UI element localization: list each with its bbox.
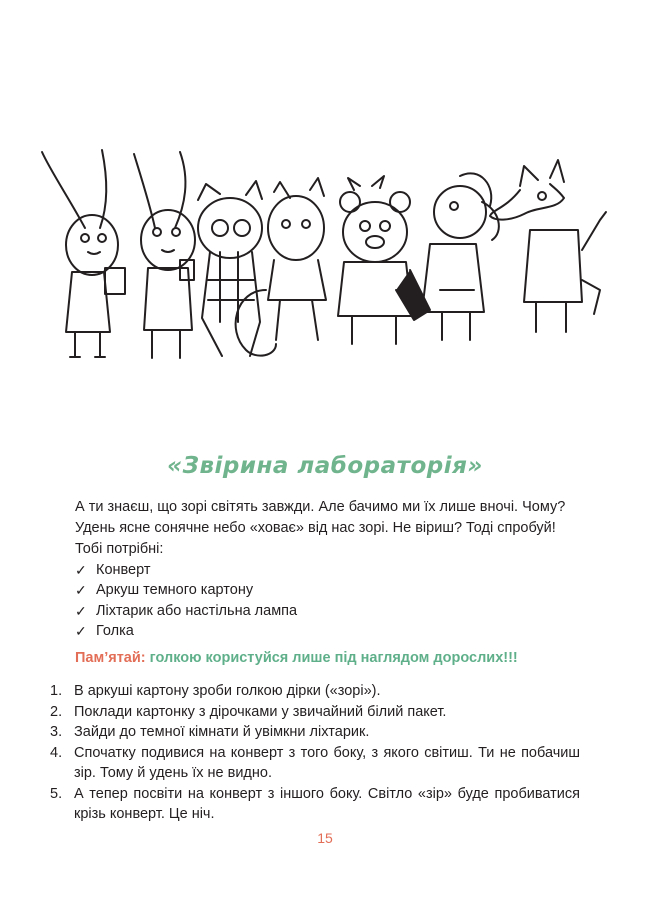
step-text: Спочатку подивися на конверт з того боку, з якого світиш. Ти не побачиш зір. Тому й удень їх не видно. [74, 744, 580, 781]
intro-line: Тобі потрібні: [75, 541, 164, 557]
step-item [50, 743, 580, 784]
intro-line: А ти знаєш, що зорі світять завжди. Але бачимо ми їх лише вночі. Чому? [75, 499, 566, 515]
animal-friends-illustration [30, 140, 610, 370]
step-text: А тепер посвіти на конверт з іншого боку. Світло «зір» буде пробиватися крізь конверт. Це ніч. [74, 785, 580, 822]
checklist-item [75, 560, 595, 581]
checklist-item [75, 622, 595, 643]
page-title: «Звірина лабораторія» [167, 453, 483, 479]
checkmark-icon: ✓ [75, 582, 87, 599]
instruction-steps [50, 681, 580, 825]
step-number: 3. [50, 724, 63, 740]
page-number: 15 [317, 830, 333, 846]
safety-note [75, 650, 518, 666]
step-item [50, 784, 580, 825]
puppy-icon [422, 173, 499, 340]
checkmark-icon: ✓ [75, 561, 87, 578]
materials-checklist [75, 560, 595, 642]
step-item [50, 702, 580, 723]
rabbit-icon [42, 150, 125, 357]
checklist-item-label: Аркуш темного картону [96, 582, 254, 599]
step-text: Поклади картонку з дірочками у звичайний білий пакет. [74, 703, 447, 720]
step-number: 5. [50, 785, 63, 802]
safety-note-text: голкою користуйся лише під наглядом дорослих!!! [149, 650, 518, 666]
rabbit-icon [134, 152, 195, 358]
checklist-item [75, 601, 595, 622]
step-item [50, 722, 580, 743]
step-text: В аркуші картону зроби голкою дірки («зорі»). [74, 683, 381, 699]
checklist-item-label: Голка [96, 623, 134, 640]
raccoon-icon [198, 181, 262, 356]
intro-line: Удень ясне сонячне небо «ховає» від нас зорі. Не віриш? Тоді спробуй! [75, 520, 556, 536]
intro-section [75, 497, 595, 642]
checkmark-icon: ✓ [75, 602, 87, 619]
fox-icon [490, 160, 606, 332]
step-item [50, 681, 580, 702]
bear-icon [338, 176, 430, 344]
checklist-item-label: Конверт [96, 561, 151, 578]
checklist-item [75, 581, 595, 602]
step-number: 4. [50, 744, 63, 761]
step-number: 2. [50, 703, 63, 720]
step-text: Зайди до темної кімнати й увімкни ліхтарик. [74, 724, 370, 740]
safety-note-label: Пам’ятай: [75, 650, 146, 666]
checkmark-icon: ✓ [75, 623, 87, 640]
step-number: 1. [50, 683, 63, 699]
checklist-item-label: Ліхтарик або настільна лампа [96, 602, 298, 619]
